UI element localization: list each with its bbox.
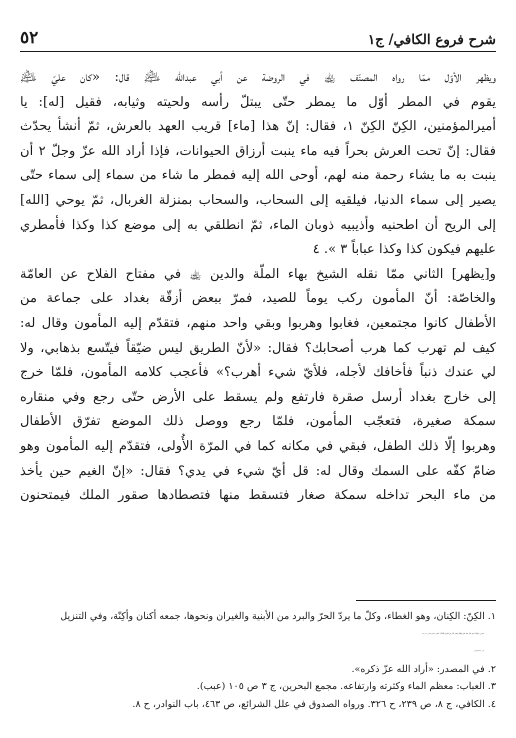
footnote-line: ص ٣٦٠ (كنن). bbox=[474, 651, 484, 653]
text-line: عليهم فيكون كذا وكذا عباباً ٣ ». ٤ bbox=[312, 242, 496, 258]
text-line: و[يظهر] الثاني ممّا نقله الشيخ بهاء الملّة والدين ﵀ في مفتاح الفلاح عن العامّة bbox=[20, 266, 496, 282]
running-title: شرح فروع الكافي/ ج١ bbox=[367, 32, 496, 48]
text-line: يصير إلى سماء الدنيا، فيلقيه إلى السحاب، والسحاب بمنزلة الغربال، ثمّ يوحي [الله] bbox=[20, 192, 496, 208]
text-line: يقوم في المطر أوّل ما يمطر حتّى يبتلّ رأسه ولحيته وثيابه، فقيل [له]: يا bbox=[20, 94, 496, 110]
text-line: والخاصّة: أنّ المأمون ركب يوماً للصيد، فمرّ ببعض أزقّة بغداد على جماعة من bbox=[20, 291, 496, 307]
text-line: سمكة صغيرة، فتعجّب المأمون، فلمّا رجع ووصل ذلك الموضع تفرّق الأطفال bbox=[20, 414, 496, 430]
text-line: إلى الريح أن اطحنيه وأذيبيه ذوبان الماء، ثمّ انطلقي به إلى موضع كذا وكذا فأمطري bbox=[20, 217, 496, 233]
text-line: الأطفال كانوا مجتمعين، فغابوا وهربوا وبقي واحد منهم، فتقدّم إليه المأمون وقال له: bbox=[20, 315, 496, 331]
footnote-line: ٤. الكافي، ج ٨، ص ٢٣٩، ح ٣٢٦. ورواه الصدوق في علل الشرائع، ص ٤٦٣، باب النوادر، ح ٨. bbox=[132, 698, 496, 710]
footnotes bbox=[20, 608, 496, 714]
text-line: كيف لم تهرب كما هرب أصحابك؟ فقال: «لأنّ الطريق ليس ضيّقاً فيتّسع بذهابي، ولا bbox=[20, 340, 496, 356]
text-line: لي عندك ذنباً فأخافك لأجله، فلأيّ شيء أهرب؟» فأعجب كلامه المأمون، فلمّا خرج bbox=[20, 365, 496, 381]
text-line: إلى خارج بغداد أرسل صقرة فارتفع ولم يسقط على الأرض حتّى رجع وفي منقاره bbox=[20, 389, 496, 405]
footnote-separator bbox=[356, 600, 496, 601]
footnote-line: ١. الكِنّ: الكِنان، وهو الغطاء، وكلّ ما يردّ الحرّ والبرد من الأبنية والغيران ونحوها، جمعه أكنان وأكِنّة، وفي التنزيل bbox=[60, 611, 496, 622]
footnote-line: ٢. في المصدر: «أراد الله عزّ ذكره». bbox=[351, 663, 496, 675]
text-line: فقال: إنّ تحت العرش بحراً فيه ماء ينبت أرزاق الحيوانات، فإذا أراد الله عزّ وجلّ ٢ أن bbox=[20, 143, 496, 159]
text-line: ضامّ كفّه على السمك وقال له: قل أيّ شيء في يدي؟ فقال: «إنّ الغيم حين يأخذ bbox=[20, 463, 496, 479]
footnote-line: ٣. العباب: معظم الماء وكثرته وارتفاعه. مجمع البحرين، ج ٣ ص ١٠٥ (عبب). bbox=[196, 681, 496, 693]
text-line: ويظهر الأوّل ممّا رواه المصنّف ﵀ في الروضة عن أبي عبدالله ﵇ قال: «كان عليّ ﵇ bbox=[20, 70, 496, 85]
page-header bbox=[20, 22, 496, 52]
footnote-line: العزيز: ﴿وَاللَّهُ جَعَلَ لَكُم مِّمَّا خَلَقَ ظِلَالًا وَجَعَلَ لَكُم مِّنَ الْجِبَالِ أَكْنَانًا﴾. أنظر: لسان العرب، ج ١٣، bbox=[421, 633, 484, 635]
text-line: وهربوا إلّا ذلك الطفل، فبقي في مكانه كما في المرّة الأُولى، فتقدّم إليه المأمون وهو bbox=[20, 438, 496, 454]
page-number: ٥٢ bbox=[20, 28, 39, 48]
text-line: ينبت به ما يشاء رحمة منه لهم، أوحى الله إليه فمطر ما شاء من سماء إلى سماء حتّى bbox=[20, 168, 496, 184]
text-line: أميرالمؤمنين، الكِنّ الكِنّ ١، فقال: إنّ هذا [ماء] قريب العهد بالعرش، ثمّ أنشأ يحدّث bbox=[20, 119, 496, 135]
main-text bbox=[20, 66, 496, 509]
text-line: من ماء البحر تداخله سمكة صغار فتسقط منها فتصطادها صقور الملك فيمتحنون bbox=[20, 488, 496, 504]
